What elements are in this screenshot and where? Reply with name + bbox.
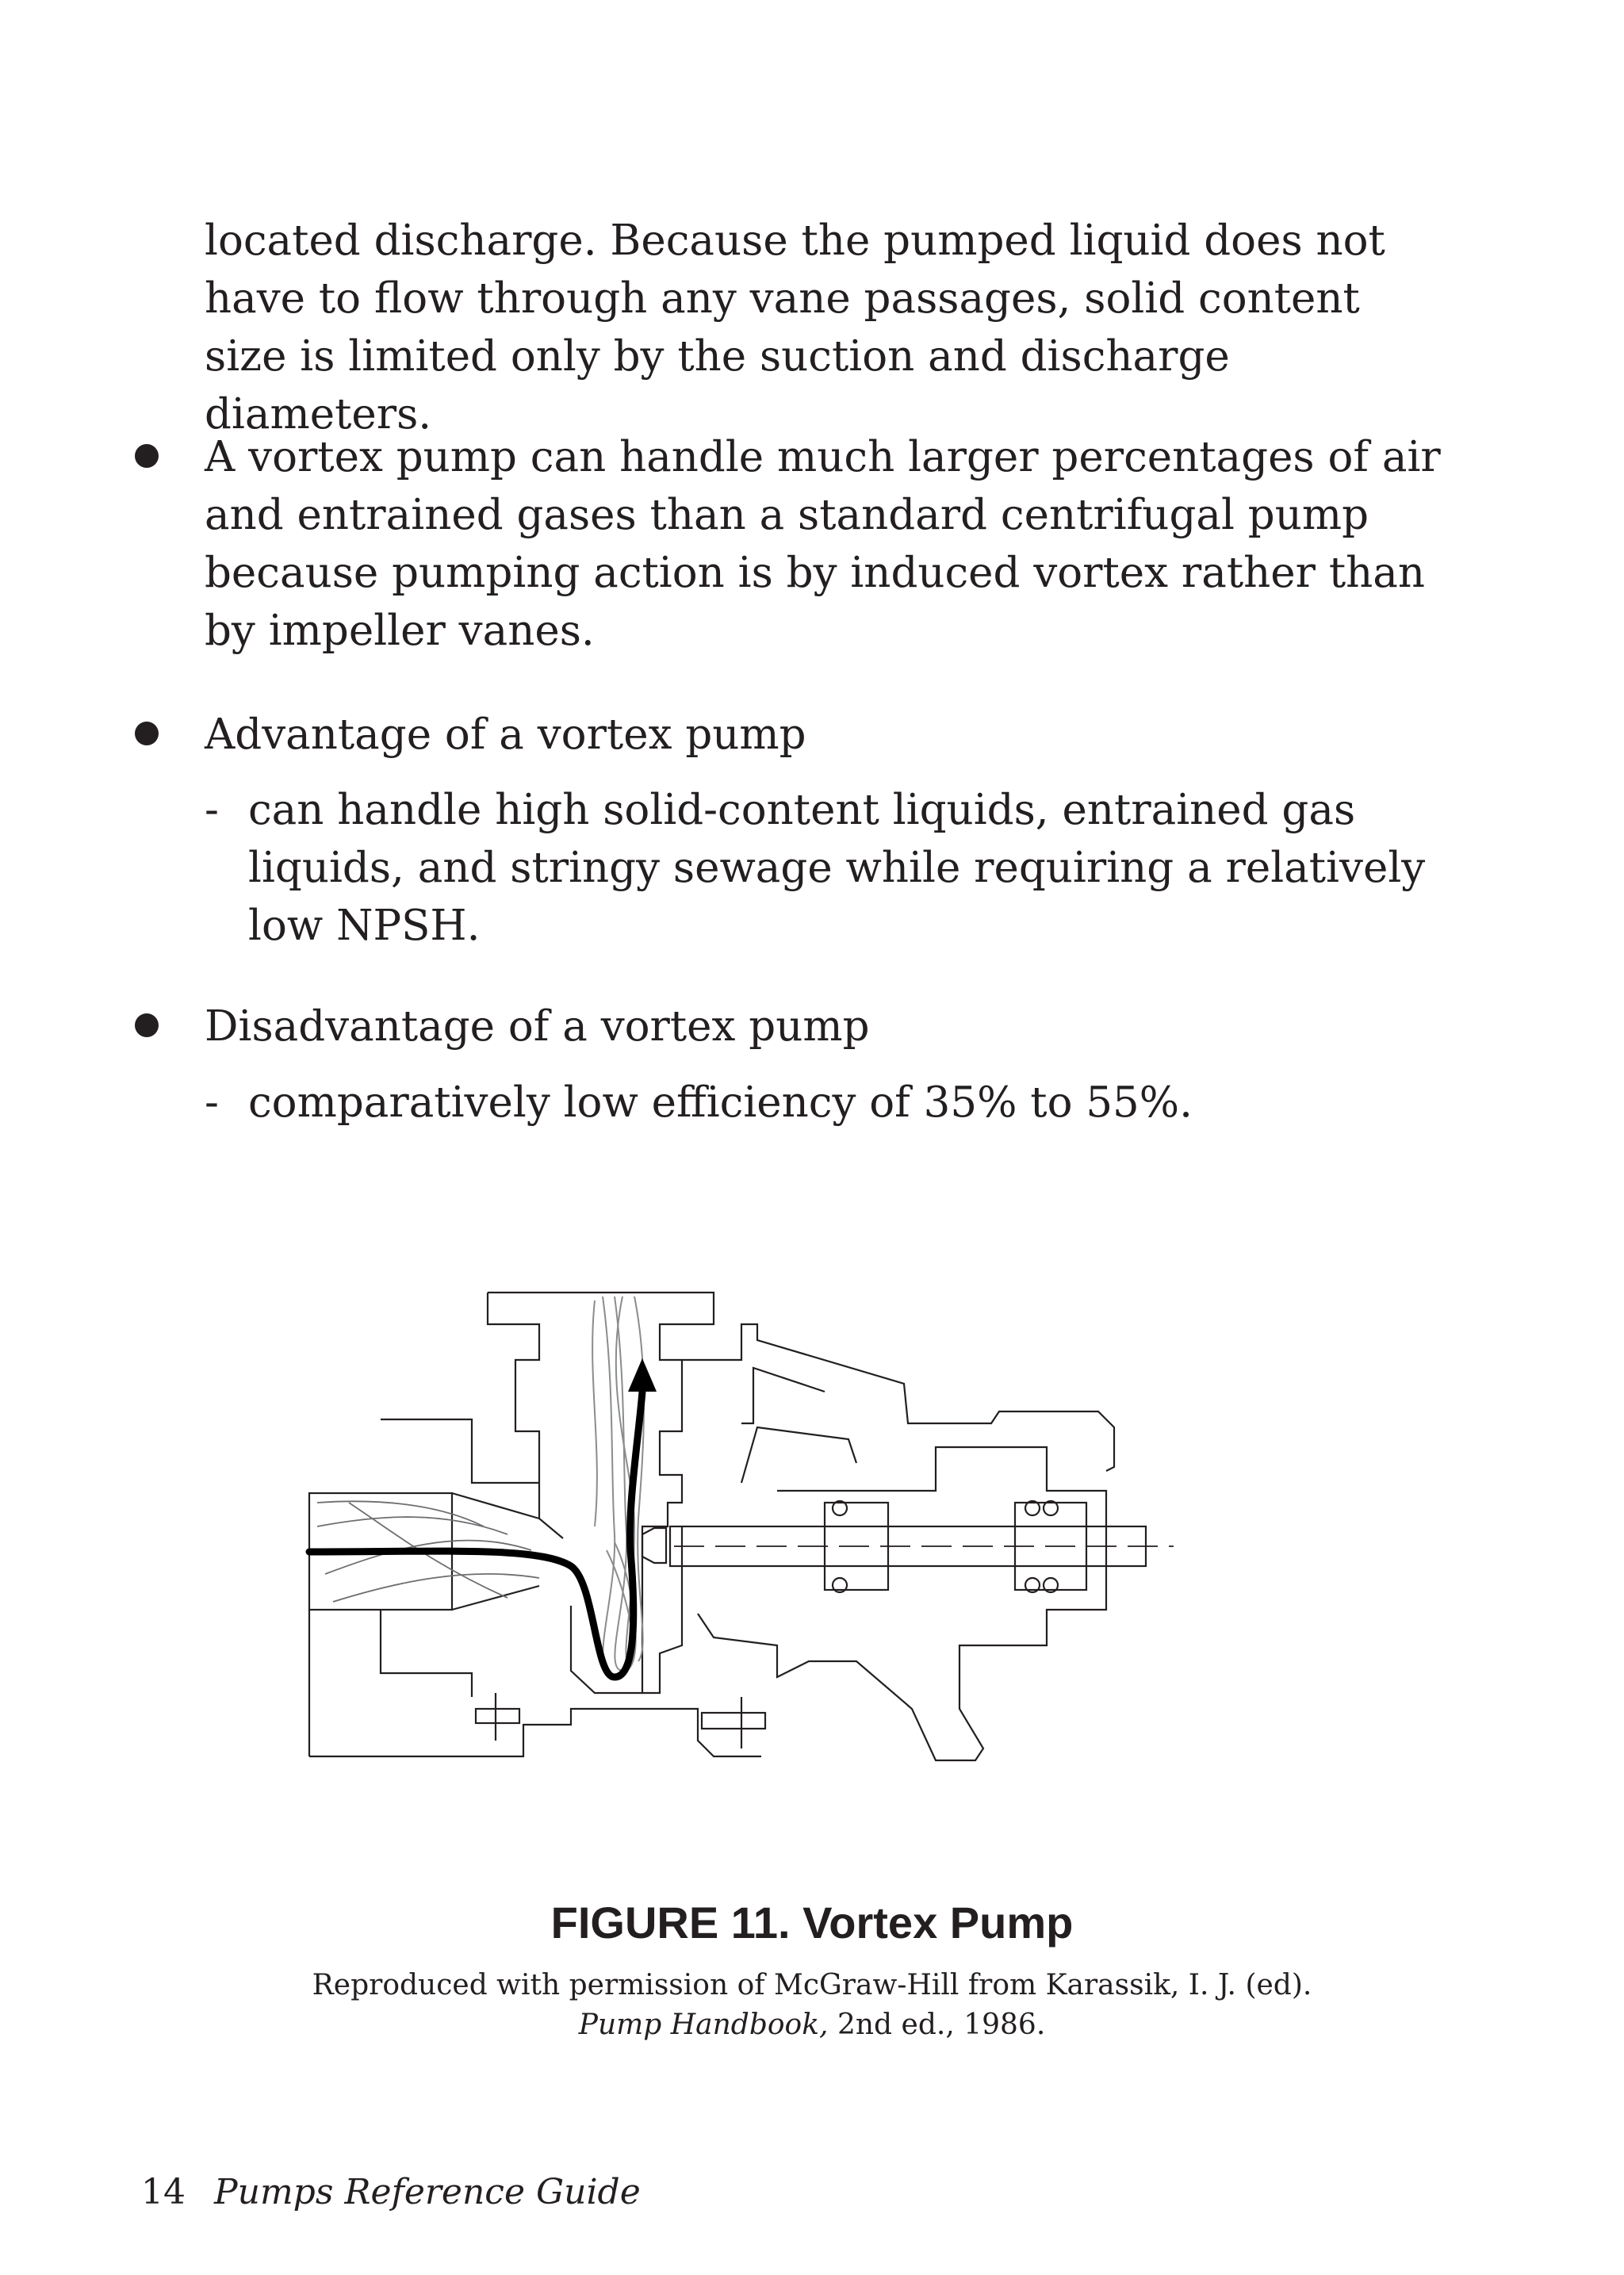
advantage-detail-text: can handle high solid-content liquids, entrained gas liquids, and stringy sewage while requiring a relatively low NPSH. <box>248 786 1426 950</box>
figure-credit-line1: Reproduced with permission of McGraw-Hill from Karassik, I. J. (ed). <box>312 1969 1312 2001</box>
disadvantage-detail-text: comparatively low efficiency of 35% to 55%. <box>248 1078 1193 1127</box>
paragraph-continuation: located discharge. Because the pumped liquid does not have to flow through any vane passages, solid content size is limited only by the suction and discharge diameters. <box>205 216 1385 439</box>
disadvantage-detail <box>205 1074 1442 1132</box>
advantage-detail <box>205 781 1442 955</box>
book-edition: 2nd ed., 1986. <box>828 2009 1046 2041</box>
impeller-nut <box>642 1528 666 1563</box>
bolt-right <box>702 1713 765 1729</box>
casing-left-lower <box>381 1610 472 1697</box>
bullet-icon <box>135 722 159 745</box>
volute-left-wall <box>488 1293 563 1538</box>
flow-path-arrow <box>309 1392 642 1677</box>
heading-disadvantage: Disadvantage of a vortex pump <box>205 1002 870 1051</box>
flow-arrowhead <box>628 1358 657 1392</box>
vortex-pump-diagram <box>301 1265 1221 1780</box>
dash-marker: - <box>205 786 219 834</box>
book-title: Pump Handbook, <box>578 2009 829 2041</box>
page-number: 14 <box>141 2172 186 2212</box>
bolt-left <box>476 1709 519 1723</box>
page-footer <box>141 2169 641 2216</box>
adapter-inner <box>741 1368 856 1483</box>
adapter-upper <box>682 1324 1114 1471</box>
paragraph-air-handling: A vortex pump can handle much larger percentages of air and entrained gases than a standard centrifugal pump because pumping action is by induced vortex rather than by impeller vanes. <box>205 433 1441 655</box>
bullet-icon <box>135 444 159 468</box>
base-plate <box>309 1709 761 1756</box>
running-title: Pumps Reference Guide <box>214 2172 641 2212</box>
heading-advantage: Advantage of a vortex pump <box>205 710 806 759</box>
bullet-icon <box>135 1013 159 1037</box>
casing-bottom <box>642 1526 682 1693</box>
figure-credit-line2 <box>0 2005 1624 2046</box>
dash-marker: - <box>205 1078 219 1127</box>
figure-title: FIGURE 11. Vortex Pump <box>550 1898 1074 1948</box>
discharge-flange <box>488 1293 714 1693</box>
